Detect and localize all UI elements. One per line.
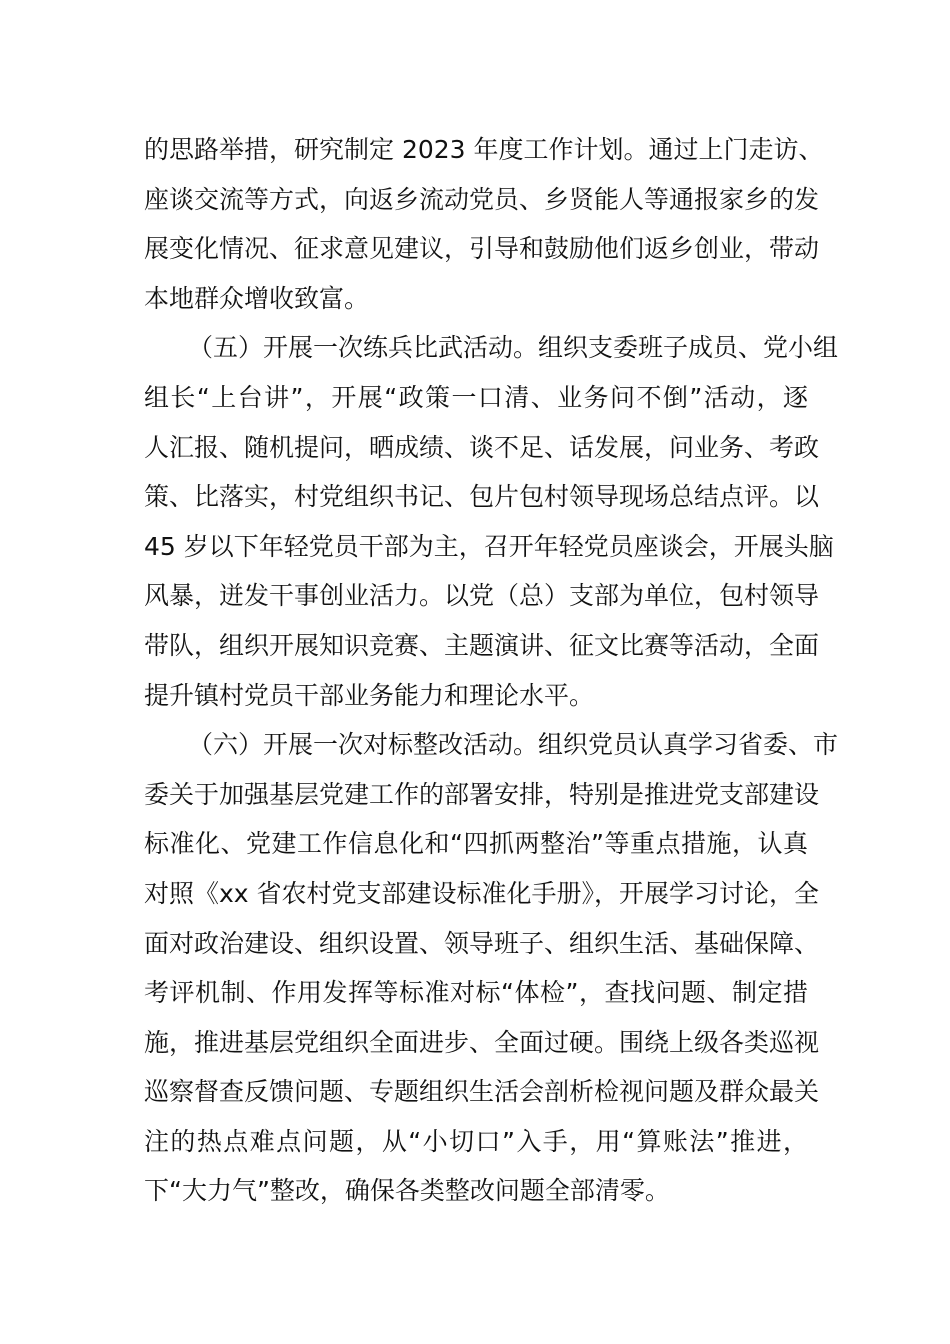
document-body	[144, 125, 839, 1216]
text-line: 施，推进基层党组织全面进步、全面过硬。围绕上级各类巡视	[144, 1027, 820, 1057]
text-line: 下“大力气”整改，确保各类整改问题全部清零。	[144, 1176, 670, 1206]
text-line: 座谈交流等方式，向返乡流动党员、乡贤能人等通报家乡的发	[144, 184, 820, 214]
text-line: 注的热点难点问题，从“小切口”入手，用“算账法”推进，	[144, 1126, 808, 1156]
section-five-heading-line: （五）开展一次练兵比武活动。组织支委班子成员、党小组	[188, 333, 839, 363]
text-line: 人汇报、随机提问，晒成绩、谈不足、话发展，问业务、考政	[144, 432, 820, 462]
text-line: 标准化、党建工作信息化和“四抓两整治”等重点措施，认真	[144, 829, 808, 859]
text-line: 本地群众增收致富。	[144, 283, 370, 313]
text-line: 展变化情况、征求意见建议，引导和鼓励他们返乡创业，带动	[144, 234, 820, 264]
text-line: 委关于加强基层党建工作的部署安排，特别是推进党支部建设	[144, 779, 820, 809]
text-line: 的思路举措，研究制定 2023 年度工作计划。通过上门走访、	[144, 135, 824, 164]
text-line: 对照《xx 省农村党支部建设标准化手册》，开展学习讨论，全	[144, 878, 820, 908]
section-six-heading-line: （六）开展一次对标整改活动。组织党员认真学习省委、市	[188, 730, 839, 760]
text-line: 风暴，迸发干事创业活力。以党（总）支部为单位，包村领导	[144, 581, 820, 611]
text-line: 提升镇村党员干部业务能力和理论水平。	[144, 680, 595, 710]
text-line: 巡察督查反馈问题、专题组织生活会剖析检视问题及群众最关	[144, 1077, 820, 1107]
text-line: 考评机制、作用发挥等标准对标“体检”，查找问题、制定措	[144, 978, 808, 1008]
text-line: 组长“上台讲”，开展“政策一口清、业务问不倒”活动，逐	[144, 382, 808, 412]
text-line: 45 岁以下年轻党员干部为主，召开年轻党员座谈会，开展头脑	[144, 531, 834, 561]
text-line: 面对政治建设、组织设置、领导班子、组织生活、基础保障、	[144, 928, 820, 958]
text-line: 策、比落实，村党组织书记、包片包村领导现场总结点评。以	[144, 482, 820, 512]
text-line: 带队，组织开展知识竞赛、主题演讲、征文比赛等活动，全面	[144, 630, 820, 660]
